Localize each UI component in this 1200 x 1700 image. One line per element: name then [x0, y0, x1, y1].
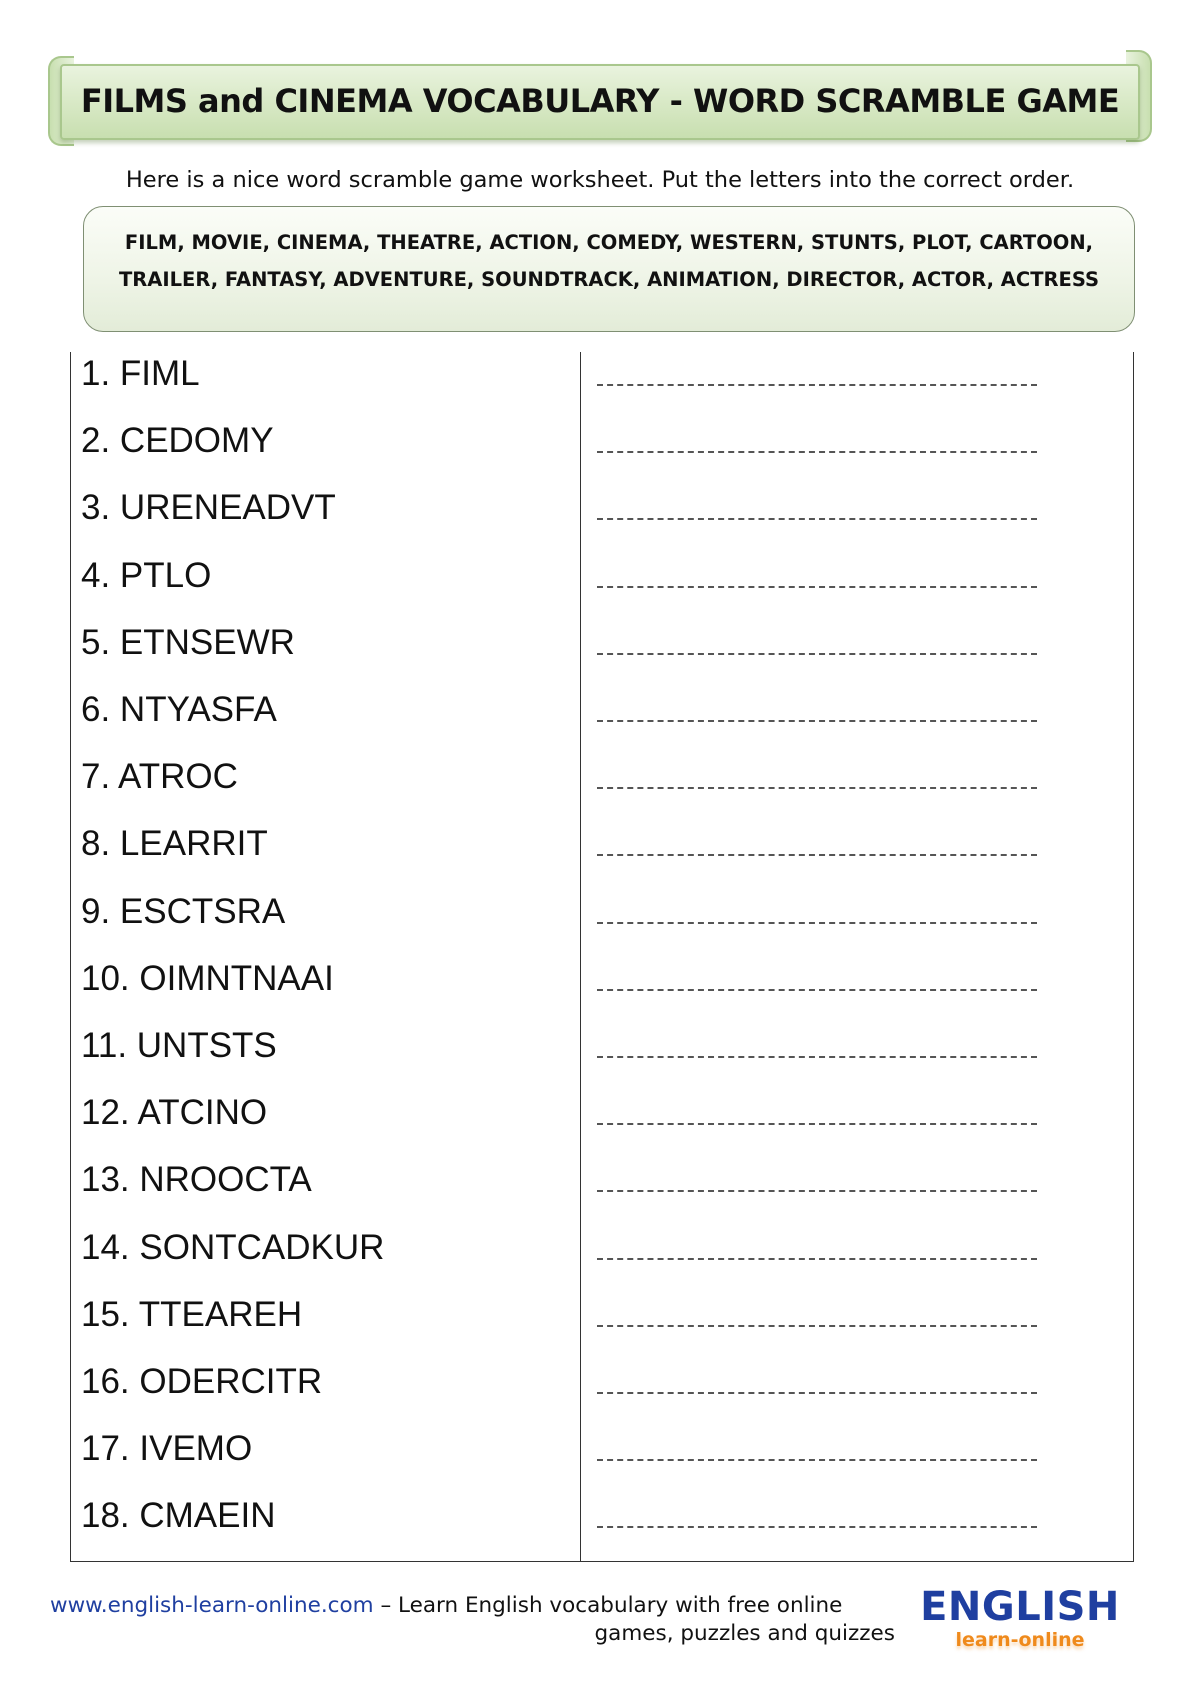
exercise-table — [70, 352, 1134, 1562]
exercise-row — [71, 1427, 1133, 1494]
answer-blank[interactable] — [597, 1056, 1037, 1058]
exercise-row — [71, 554, 1133, 621]
english-learn-online-logo — [920, 1585, 1120, 1655]
exercise-row — [71, 1024, 1133, 1091]
scrambled-word: 17. IVEMO — [81, 1429, 253, 1469]
exercise-row — [71, 1091, 1133, 1158]
logo-main-text: ENGLISH — [920, 1584, 1120, 1630]
exercise-row — [71, 621, 1133, 688]
scrambled-word: 15. TTEAREH — [81, 1294, 303, 1334]
scrambled-word: 1. FIML — [81, 354, 200, 393]
scrambled-word: 10. OIMNTNAAI — [81, 958, 334, 998]
footer-line-2: games, puzzles and quizzes — [594, 1621, 895, 1646]
exercise-row — [71, 822, 1133, 889]
scrambled-word: 6. NTYASFA — [81, 690, 277, 729]
answer-blank[interactable] — [597, 787, 1037, 789]
answer-blank[interactable] — [597, 1190, 1037, 1192]
page-title: FILMS and CINEMA VOCABULARY - WORD SCRAMBLE GAME — [80, 82, 1120, 120]
answer-blank[interactable] — [597, 922, 1037, 924]
answer-blank[interactable] — [597, 989, 1037, 991]
exercise-row — [71, 419, 1133, 486]
scrambled-word: 14. SONTCADKUR — [81, 1227, 385, 1267]
exercise-row — [71, 486, 1133, 553]
exercise-row — [71, 1226, 1133, 1293]
answer-blank[interactable] — [597, 1526, 1037, 1528]
exercise-row — [71, 1494, 1133, 1561]
exercise-row — [71, 1293, 1133, 1360]
answer-blank[interactable] — [597, 854, 1037, 856]
title-banner — [48, 50, 1152, 154]
scrambled-word: 18. CMAEIN — [81, 1496, 276, 1536]
scrambled-word: 8. LEARRIT — [81, 824, 268, 864]
exercise-row — [71, 1360, 1133, 1427]
answer-blank[interactable] — [597, 1123, 1037, 1125]
scrambled-word: 2. CEDOMY — [81, 421, 274, 461]
scrambled-word: 12. ATCINO — [81, 1093, 268, 1133]
logo-sub-text: learn-online — [955, 1629, 1085, 1651]
answer-blank[interactable] — [597, 451, 1037, 453]
word-bank-box — [83, 206, 1135, 332]
instructions-text: Here is a nice word scramble game worksheet. Put the letters into the correct order. — [125, 167, 1075, 193]
exercise-row — [71, 1158, 1133, 1225]
answer-blank[interactable] — [597, 586, 1037, 588]
word-bank-line-2: TRAILER, FANTASY, ADVENTURE, SOUNDTRACK, ANIMATION, DIRECTOR, ACTOR, ACTRESS — [118, 268, 1100, 291]
exercise-row — [71, 352, 1133, 419]
scrambled-word: 4. PTLO — [81, 555, 212, 595]
exercise-row — [71, 688, 1133, 755]
footer-text — [50, 1592, 895, 1648]
answer-blank[interactable] — [597, 653, 1037, 655]
scrambled-word: 5. ETNSEWR — [81, 622, 295, 662]
word-bank-line-1: FILM, MOVIE, CINEMA, THEATRE, ACTION, COMEDY, WESTERN, STUNTS, PLOT, CARTOON, — [124, 231, 1094, 254]
answer-blank[interactable] — [597, 1459, 1037, 1461]
answer-blank[interactable] — [597, 1392, 1037, 1394]
answer-blank[interactable] — [597, 518, 1037, 520]
answer-blank[interactable] — [597, 720, 1037, 722]
scrambled-word: 13. NROOCTA — [81, 1160, 312, 1200]
footer-line-1 — [50, 1592, 895, 1620]
exercise-row — [71, 755, 1133, 822]
scrambled-word: 11. UNTSTS — [81, 1026, 277, 1065]
exercise-row — [71, 957, 1133, 1024]
footer-line-1-text: – Learn English vocabulary with free online — [373, 1593, 843, 1618]
exercise-row — [71, 890, 1133, 957]
website-link[interactable]: www.english-learn-online.com — [50, 1593, 374, 1618]
answer-blank[interactable] — [597, 1325, 1037, 1327]
scrambled-word: 7. ATROC — [81, 757, 238, 797]
scrambled-word: 9. ESCTSRA — [81, 891, 286, 931]
scrambled-word: 3. URENEADVT — [81, 488, 336, 528]
answer-blank[interactable] — [597, 384, 1037, 386]
scrambled-word: 16. ODERCITR — [81, 1362, 323, 1401]
answer-blank[interactable] — [597, 1258, 1037, 1260]
